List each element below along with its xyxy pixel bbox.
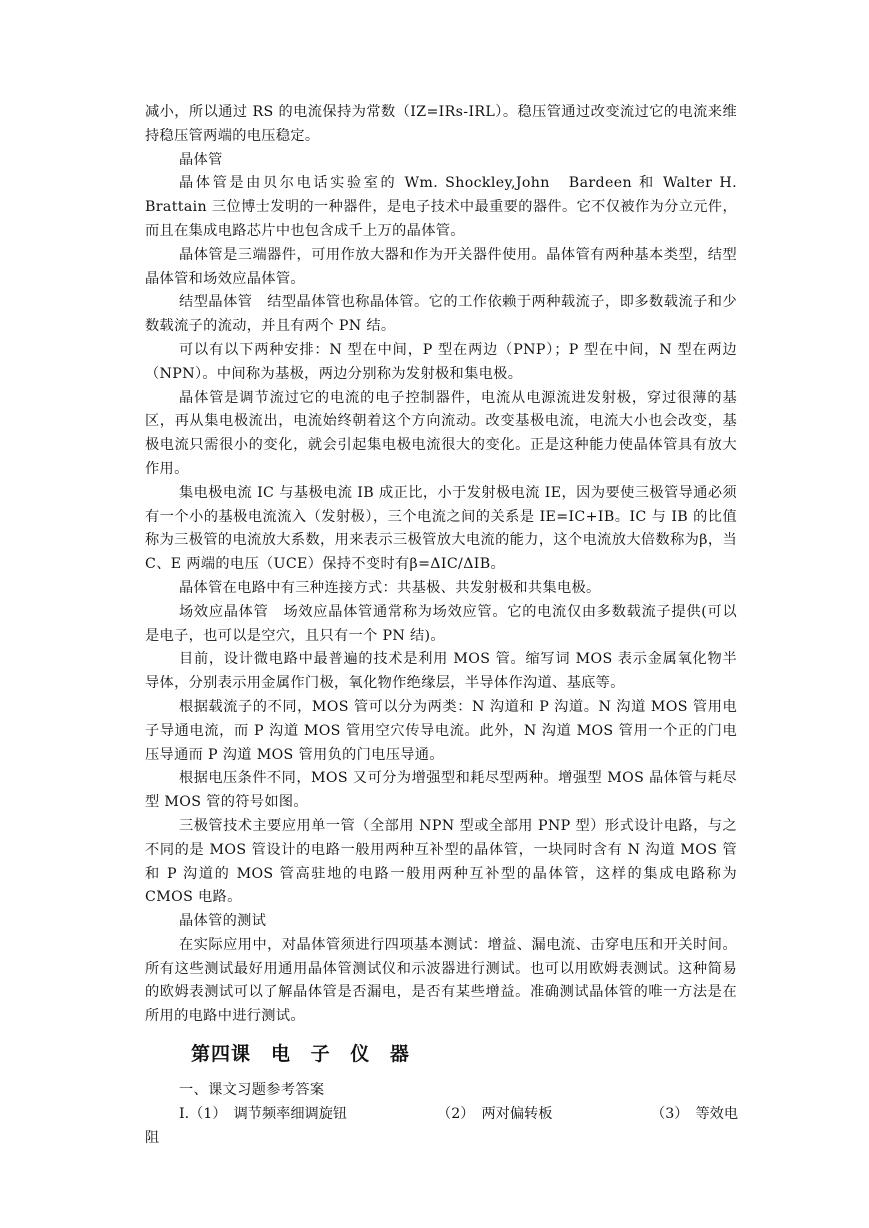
paragraph: 根据电压条件不同，MOS 又可分为增强型和耗尽型两种。增强型 MOS 晶体管与耗尽型 MOS 管的符号如图。 <box>145 770 737 811</box>
subheading-transistor-testing: 晶体管的测试 <box>179 913 267 930</box>
paragraph: 晶体管在电路中有三种连接方式：共基极、共发射极和共集电极。 <box>179 579 601 596</box>
paragraph: 场效应晶体管 场效应晶体管通常称为场效应管。它的电流仅由多数载流子提供(可以是电子，也可以是空穴，且只有一个 PN 结)。 <box>145 603 737 644</box>
paragraph: 三极管技术主要应用单一管（全部用 NPN 型或全部用 PNP 型）形式设计电路，与之不同的是 MOS 管设计的电路一般用两种互补型的晶体管，一块同时含有 N 沟道 MOS 管和 P 沟道的 MOS 管高驻地的电路一般用两种互补型的晶体管，这样的集成电路称为 CMOS 电路。 <box>145 817 737 906</box>
answer-item-2: （2） 两对偏转板 <box>437 1105 553 1122</box>
section-heading: 一、课文习题参考答案 <box>179 1082 325 1099</box>
paragraph: 可以有以下两种安排：N 型在中间，P 型在两边（PNP）；P 型在中间，N 型在两边（NPN）。中间称为基极，两边分别称为发射极和集电极。 <box>145 341 737 382</box>
answer-row <box>145 1103 737 1127</box>
answer-wrap-text: 阻 <box>145 1129 160 1146</box>
paragraph: 晶体管是调节流过它的电流的电子控制器件，电流从电源流进发射极，穿过很薄的基区，再从集电极流出，电流始终朝着这个方向流动。改变基极电流，电流大小也会改变，基极电流只需很小的变化，就会引起集电极电流很大的变化。正是这种能力使晶体管具有放大作用。 <box>145 389 737 477</box>
subheading-transistor: 晶体管 <box>179 151 223 168</box>
answer-item-3: （3） 等效电 <box>651 1105 739 1122</box>
document-page <box>145 101 737 1150</box>
paragraph: 结型晶体管 结型晶体管也称晶体管。它的工作依赖于两种载流子，即多数载流子和少数载流子的流动，并且有两个 PN 结。 <box>145 294 737 335</box>
paragraph: 在实际应用中，对晶体管须进行四项基本测试：增益、漏电流、击穿电压和开关时间。所有这些测试最好用通用晶体管测试仪和示波器进行测试。也可以用欧姆表测试。这种简易的欧姆表测试可以了解晶体管是否漏电，是否有某些增益。准确测试晶体管的唯一方法是在所用的电路中进行测试。 <box>145 936 737 1025</box>
answer-item-1: Ⅰ.（1） 调节频率细调旋钮 <box>179 1105 348 1122</box>
paragraph-continuation: 减小，所以通过 RS 的电流保持为常数（IZ=IRs-IRL）。稳压管通过改变流过它的电流来维持稳压管两端的电压稳定。 <box>145 104 737 144</box>
paragraph: 目前，设计微电路中最普遍的技术是利用 MOS 管。缩写词 MOS 表示金属氧化物半导体，分别表示用金属作门极，氧化物作绝缘层，半导体作沟道、基底等。 <box>145 651 737 692</box>
paragraph: 晶体管是由贝尔电话实验室的 Wm. Shockley,John Bardeen 和 Walter H. Brattain 三位博士发明的一种器件，是电子技术中最重要的器件。它不仅被作为分立元件，而且在集成电路芯片中也包含成千上万的晶体管。 <box>145 175 737 239</box>
paragraph: 晶体管是三端器件，可用作放大器和作为开关器件使用。晶体管有两种基本类型，结型晶体管和场效应晶体管。 <box>145 246 737 287</box>
paragraph: 根据载流子的不同，MOS 管可以分为两类：N 沟道和 P 沟道。N 沟道 MOS 管用电子导通电流，而 P 沟道 MOS 管用空穴传导电流。此外，N 沟道 MOS 管用一个正的门电压导通而 P 沟道 MOS 管用负的门电压导通。 <box>145 698 737 763</box>
chapter-title: 第四课 电 子 仪 器 <box>191 1043 410 1066</box>
paragraph: 集电极电流 IC 与基极电流 IB 成正比，小于发射极电流 IE，因为要使三极管导通必须有一个小的基极电流流入（发射极），三个电流之间的关系是 IE=IC+IB。IC 与 IB 的比值称为三极管的电流放大系数，用来表示三极管放大电流的能力，这个电流放大倍数称为β，当 C、E 两端的电压（UCE）保持不变时有β=ΔIC/ΔIB。 <box>145 484 737 573</box>
